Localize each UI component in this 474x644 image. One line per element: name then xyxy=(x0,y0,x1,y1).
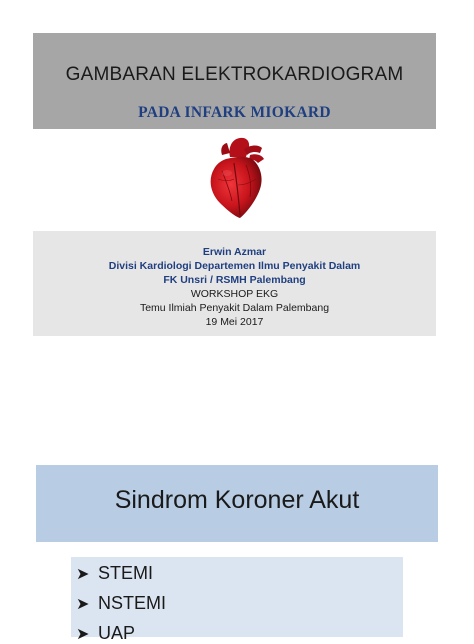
arrow-bullet-icon: ➤ xyxy=(76,626,90,643)
slide-title: GAMBARAN ELEKTROKARDIOGRAM xyxy=(65,64,404,85)
slide-title-box xyxy=(33,33,436,129)
author-institution: FK Unsri / RSMH Palembang xyxy=(163,274,306,286)
event-date: 19 Mei 2017 xyxy=(205,316,264,328)
event-name: WORKSHOP EKG xyxy=(190,288,279,300)
list-item: ➤ UAP xyxy=(76,623,136,643)
list-item: ➤ STEMI xyxy=(76,563,154,583)
arrow-bullet-icon: ➤ xyxy=(76,596,90,613)
slide2-title: Sindrom Koroner Akut xyxy=(114,486,360,514)
conference-name: Temu Ilmiah Penyakit Dalam Palembang xyxy=(139,302,330,314)
anatomical-heart-icon xyxy=(200,135,270,219)
arrow-bullet-icon: ➤ xyxy=(76,566,90,583)
author-name: Erwin Azmar xyxy=(202,246,267,258)
slide2-list-box xyxy=(71,557,403,643)
list-item: ➤ NSTEMI xyxy=(76,593,167,613)
author-division: Divisi Kardiologi Departemen Ilmu Penyakit Dalam xyxy=(108,260,361,272)
presenter-info-box xyxy=(33,231,436,336)
slide-subtitle: PADA INFARK MIOKARD xyxy=(138,104,331,121)
slide2-title-box xyxy=(36,465,438,542)
